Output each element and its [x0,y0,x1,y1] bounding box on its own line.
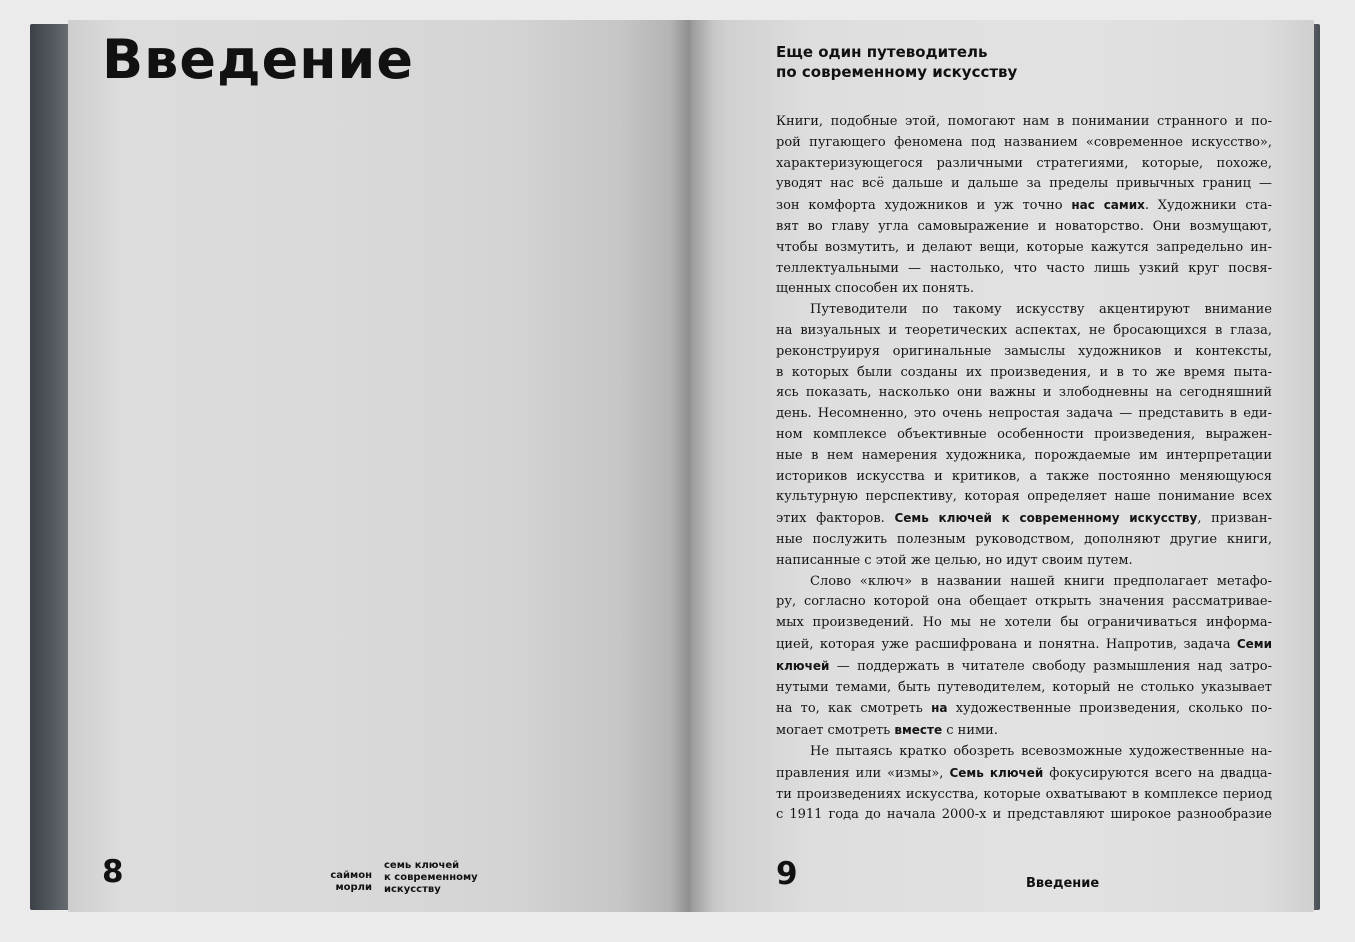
text-line [776,551,1272,572]
text-run: с ними. [942,723,998,739]
text-line [776,508,1272,530]
text-run: ные в нем намерения художника, порождаемые им интерпретации [776,447,1272,463]
highlighted-text: Семь ключей к современному искусству [894,511,1198,526]
text-run: зон комфорта художников и уж точно [776,198,1072,214]
text-run: нутыми темами, быть путеводителем, который не столько указывает [776,679,1272,695]
author-last-name: морли [335,882,372,893]
text-line [776,174,1272,195]
text-run: , призван- [1197,511,1272,527]
text-line [776,363,1272,384]
text-line [776,785,1272,806]
text-line [776,656,1272,678]
text-run: на визуальных и теоретических аспектах, не бросающихся в глаза, [776,322,1272,338]
text-run: Книги, подобные этой, помогают нам в понимании странного и по- [776,114,1272,129]
text-line [776,133,1272,154]
text-run: чтобы возмутить, и делают вещи, которые кажутся запредельно ин- [776,239,1272,255]
text-run: ти произведениях искусства, которые охватывают в комплексе период [776,786,1272,802]
text-line [776,238,1272,259]
section-heading-line: Еще один путеводитель [776,43,988,61]
text-line [776,572,1272,593]
author-name [268,870,372,894]
text-line [776,300,1272,321]
text-line [776,425,1272,446]
text-line [776,698,1272,720]
text-line [776,592,1272,613]
text-run: . Художники ста- [1144,198,1272,214]
text-run: Не пытаясь кратко обозреть всевозможные художественные на- [810,743,1272,759]
text-run: ные послужить полезным руководством, дополняют другие книги, [776,531,1272,547]
chapter-title: Введение [102,28,414,91]
text-line [776,763,1272,785]
text-run: художественные произведения, сколько по- [947,701,1272,717]
text-line [776,404,1272,425]
text-run: правления или «измы», [776,765,950,781]
text-line [776,259,1272,280]
text-line [776,467,1272,488]
highlighted-text: Семь ключей [949,765,1044,780]
text-line [776,195,1272,217]
text-line [776,383,1272,404]
text-run: теллектуальными — настолько, что часто лишь узкий круг посвя- [776,260,1272,276]
text-line [776,613,1272,634]
highlighted-text: нас самих [1071,198,1145,213]
text-run: мых произведений. Но мы не хотели бы ограничиваться информа- [776,615,1272,631]
text-run: — поддержать в читателе свободу размышления над затро- [829,658,1272,674]
text-line [776,279,1272,300]
text-run: на то, как смотреть [776,701,932,717]
book-title-line: к современному [384,872,478,883]
section-heading [776,42,1236,82]
text-run: характеризующегося различными стратегиями, которые, похоже, [776,155,1272,171]
text-run: цией, которая уже расшифрована и понятна. Напротив, задача [776,636,1237,652]
body-text [776,112,1272,826]
highlighted-text: ключей [776,658,830,673]
text-run: в которых были созданы их произведения, и в то же время пыта- [776,364,1272,380]
open-book [30,20,1320,912]
text-run: щенных способен их понять. [776,281,975,297]
left-page [68,20,694,912]
text-line [776,720,1272,742]
book-title-line: искусству [384,884,441,895]
text-line [776,342,1272,363]
page-number-left: 8 [102,854,124,890]
running-head: Введение [1026,876,1100,891]
text-line [776,634,1272,656]
text-line [776,321,1272,342]
text-run: фокусируются всего на двадца- [1043,765,1273,781]
book-title-line: семь ключей [384,860,460,871]
text-line [776,678,1272,699]
text-run: с 1911 года до начала 2000-х и представляют широкое разнообразие [776,807,1272,823]
author-first-name: саймон [330,870,372,881]
page-number-right: 9 [776,856,798,892]
text-run: написанные с этой же целью, но идут своим путем. [776,552,1133,568]
text-line [776,446,1272,467]
text-run: реконструируя оригинальные замыслы художников и контексты, [776,343,1272,359]
text-run: день. Несомненно, это очень непростая задача — представить в еди- [776,406,1272,422]
text-run: ном комплексе объективные особенности произведения, выражен- [776,426,1272,442]
highlighted-text: Семи [1236,636,1272,651]
text-line [776,112,1272,133]
text-run: культурную перспективу, которая определяет наше понимание всех [776,489,1272,505]
text-run: ясь показать, насколько они важны и злободневны на сегодняшний [776,385,1272,401]
text-line [776,805,1272,826]
highlighted-text: вместе [894,723,943,738]
text-line [776,217,1272,238]
book-title [384,860,504,896]
highlighted-text: на [931,701,948,716]
text-line [776,530,1272,551]
right-page [690,20,1314,912]
text-line [776,154,1272,175]
text-run: вят во главу угла самовыражение и новаторство. Они возмущают, [776,218,1272,234]
text-run: Слово «ключ» в названии нашей книги предполагает метафо- [810,573,1272,589]
text-run: ру, согласно которой она обещает открыть значения рассматривае- [776,594,1272,610]
section-heading-line: по современному искусству [776,63,1018,81]
text-run: Путеводители по такому искусству акцентируют внимание [810,302,1272,318]
text-run: могает смотреть [776,723,895,739]
text-run: историков искусства и критиков, а также постоянно меняющуюся [776,468,1272,484]
text-line [776,487,1272,508]
text-run: уводят нас всё дальше и дальше за пределы привычных границ — [776,176,1272,192]
text-run: этих факторов. [776,511,895,527]
text-run: рой пугающего феномена под названием «современное искусство», [776,134,1272,150]
text-line [776,742,1272,763]
